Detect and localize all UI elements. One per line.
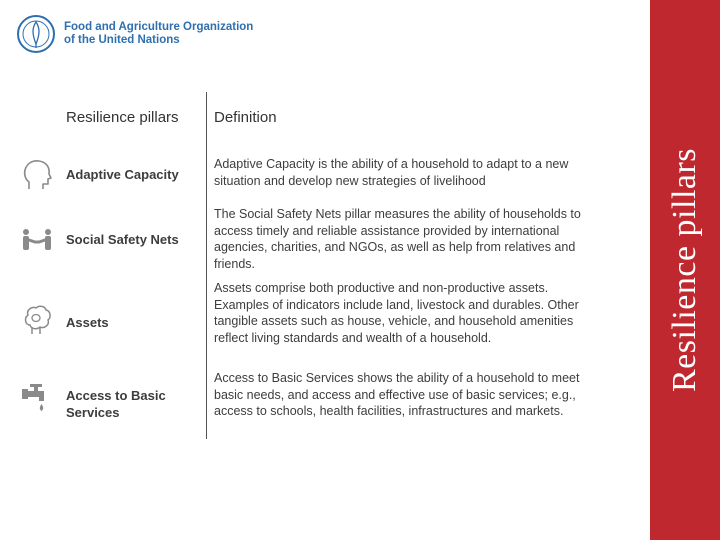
side-title: Resilience pillars	[666, 147, 703, 393]
logo-line-2: of the United Nations	[64, 34, 180, 46]
definition-adaptive-capacity: Adaptive Capacity is the ability of a household to adapt to a new situation and develop new strategies of livelihood	[214, 157, 569, 188]
header-resilience-pillars: Resilience pillars	[66, 109, 179, 126]
pillar-access-to-basic-services: Access to Basic Services	[66, 388, 166, 420]
pillar-adaptive-capacity: Adaptive Capacity	[66, 167, 179, 182]
fao-logo	[16, 14, 253, 54]
logo-line-1: Food and Agriculture Organization	[64, 21, 254, 33]
definition-social-safety-nets: The Social Safety Nets pillar measures the ability of households to access timely and reliable assistance provided by international agencies, charities, and NGOs, as well as help from relatives and friends.	[214, 207, 581, 271]
people-helping-icon	[20, 223, 54, 257]
definition-assets: Assets comprise both productive and non-productive assets. Examples of indicators include land, livestock and durables. Other tangible assets such as house, vehicle, and household amenities reflect living standards and wealth of a household.	[214, 281, 579, 345]
column-divider	[206, 92, 207, 439]
fao-emblem-icon	[16, 14, 56, 54]
pillar-assets: Assets	[66, 315, 109, 330]
sheep-icon	[20, 303, 54, 337]
water-tap-icon	[20, 381, 54, 415]
pillar-social-safety-nets: Social Safety Nets	[66, 232, 179, 247]
header-definition: Definition	[214, 109, 277, 126]
head-icon	[20, 158, 54, 192]
definition-access-to-basic-services: Access to Basic Services shows the ability of a household to meet basic needs, and access and effective use of basic services; e.g., access to schools, health facilities, infrastructures and markets.	[214, 371, 580, 418]
